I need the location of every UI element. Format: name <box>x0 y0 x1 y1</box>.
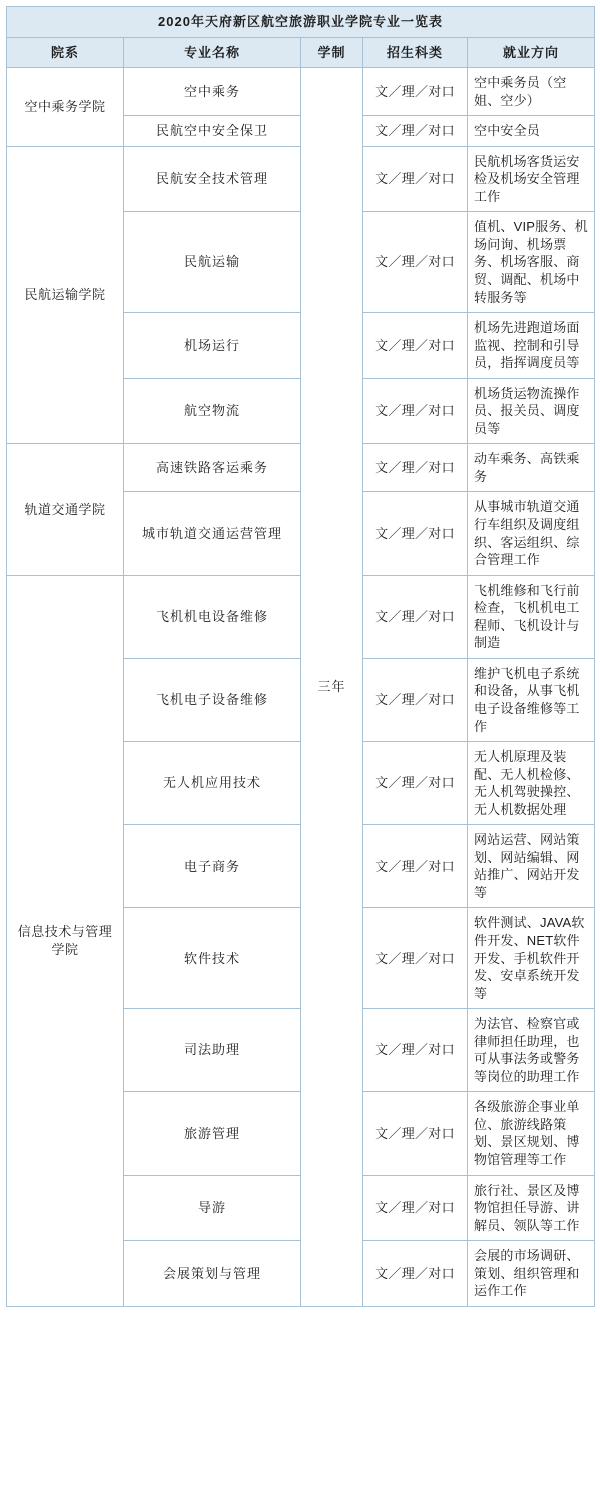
admission-category-cell: 文／理／对口 <box>363 1092 468 1175</box>
major-name-cell: 司法助理 <box>124 1009 301 1092</box>
admission-category-cell: 文／理／对口 <box>363 575 468 658</box>
career-direction-cell: 无人机原理及装配、无人机检修、无人机驾驶操控、无人机数据处理 <box>468 742 595 825</box>
major-name-cell: 飞机机电设备维修 <box>124 575 301 658</box>
major-name-cell: 会展策划与管理 <box>124 1241 301 1307</box>
department-name-cell: 轨道交通学院 <box>7 444 124 575</box>
career-direction-cell: 机场货运物流操作员、报关员、调度员等 <box>468 378 595 444</box>
career-direction-cell: 网站运营、网站策划、网站编辑、网站推广、网站开发等 <box>468 825 595 908</box>
department-name-cell: 民航运输学院 <box>7 146 124 444</box>
major-name-cell: 机场运行 <box>124 313 301 379</box>
department-name-cell: 空中乘务学院 <box>7 68 124 147</box>
major-name-cell: 无人机应用技术 <box>124 742 301 825</box>
table-row <box>7 68 595 116</box>
career-direction-cell: 软件测试、JAVA软件开发、NET软件开发、手机软件开发、安卓系统开发等 <box>468 908 595 1009</box>
column-header: 就业方向 <box>468 37 595 68</box>
admission-category-cell: 文／理／对口 <box>363 313 468 379</box>
major-name-cell: 城市轨道交通运营管理 <box>124 492 301 575</box>
career-direction-cell: 从事城市轨道交通行车组织及调度组织、客运组织、综合管理工作 <box>468 492 595 575</box>
admission-category-cell: 文／理／对口 <box>363 1241 468 1307</box>
career-direction-cell: 空中安全员 <box>468 116 595 147</box>
career-direction-cell: 值机、VIP服务、机场问询、机场票务、机场客服、商贸、调配、机场中转服务等 <box>468 212 595 313</box>
admission-category-cell: 文／理／对口 <box>363 742 468 825</box>
major-name-cell: 导游 <box>124 1175 301 1241</box>
admission-category-cell: 文／理／对口 <box>363 68 468 116</box>
career-direction-cell: 飞机维修和飞行前检查，飞机机电工程师、飞机设计与制造 <box>468 575 595 658</box>
department-name-cell: 信息技术与管理学院 <box>7 575 124 1306</box>
column-header: 专业名称 <box>124 37 301 68</box>
admission-category-cell: 文／理／对口 <box>363 212 468 313</box>
major-name-cell: 飞机电子设备维修 <box>124 658 301 741</box>
career-direction-cell: 维护飞机电子系统和设备，从事飞机电子设备维修等工作 <box>468 658 595 741</box>
admission-category-cell: 文／理／对口 <box>363 1175 468 1241</box>
admission-category-cell: 文／理／对口 <box>363 146 468 212</box>
career-direction-cell: 为法官、检察官或律师担任助理，也可从事法务或警务等岗位的助理工作 <box>468 1009 595 1092</box>
major-name-cell: 电子商务 <box>124 825 301 908</box>
career-direction-cell: 空中乘务员（空姐、空少） <box>468 68 595 116</box>
major-name-cell: 民航运输 <box>124 212 301 313</box>
career-direction-cell: 动车乘务、高铁乘务 <box>468 444 595 492</box>
career-direction-cell: 各级旅游企事业单位、旅游线路策划、景区规划、博物馆管理等工作 <box>468 1092 595 1175</box>
career-direction-cell: 会展的市场调研、策划、组织管理和运作工作 <box>468 1241 595 1307</box>
career-direction-cell: 旅行社、景区及博物馆担任导游、讲解员、领队等工作 <box>468 1175 595 1241</box>
column-header: 院系 <box>7 37 124 68</box>
column-header: 招生科类 <box>363 37 468 68</box>
page-title: 2020年天府新区航空旅游职业学院专业一览表 <box>7 7 595 38</box>
major-name-cell: 空中乘务 <box>124 68 301 116</box>
table-title-row <box>7 7 595 38</box>
column-header: 学制 <box>301 37 363 68</box>
table-header-row <box>7 37 595 68</box>
study-duration-cell: 三年 <box>301 68 363 1307</box>
admission-category-cell: 文／理／对口 <box>363 658 468 741</box>
major-name-cell: 民航空中安全保卫 <box>124 116 301 147</box>
major-list-table <box>6 6 595 1307</box>
major-name-cell: 民航安全技术管理 <box>124 146 301 212</box>
major-name-cell: 旅游管理 <box>124 1092 301 1175</box>
major-name-cell: 软件技术 <box>124 908 301 1009</box>
admission-category-cell: 文／理／对口 <box>363 1009 468 1092</box>
career-direction-cell: 机场先进跑道场面监视、控制和引导员，指挥调度员等 <box>468 313 595 379</box>
admission-category-cell: 文／理／对口 <box>363 378 468 444</box>
admission-category-cell: 文／理／对口 <box>363 444 468 492</box>
major-name-cell: 高速铁路客运乘务 <box>124 444 301 492</box>
career-direction-cell: 民航机场客货运安检及机场安全管理工作 <box>468 146 595 212</box>
admission-category-cell: 文／理／对口 <box>363 908 468 1009</box>
admission-category-cell: 文／理／对口 <box>363 492 468 575</box>
admission-category-cell: 文／理／对口 <box>363 116 468 147</box>
major-name-cell: 航空物流 <box>124 378 301 444</box>
admission-category-cell: 文／理／对口 <box>363 825 468 908</box>
